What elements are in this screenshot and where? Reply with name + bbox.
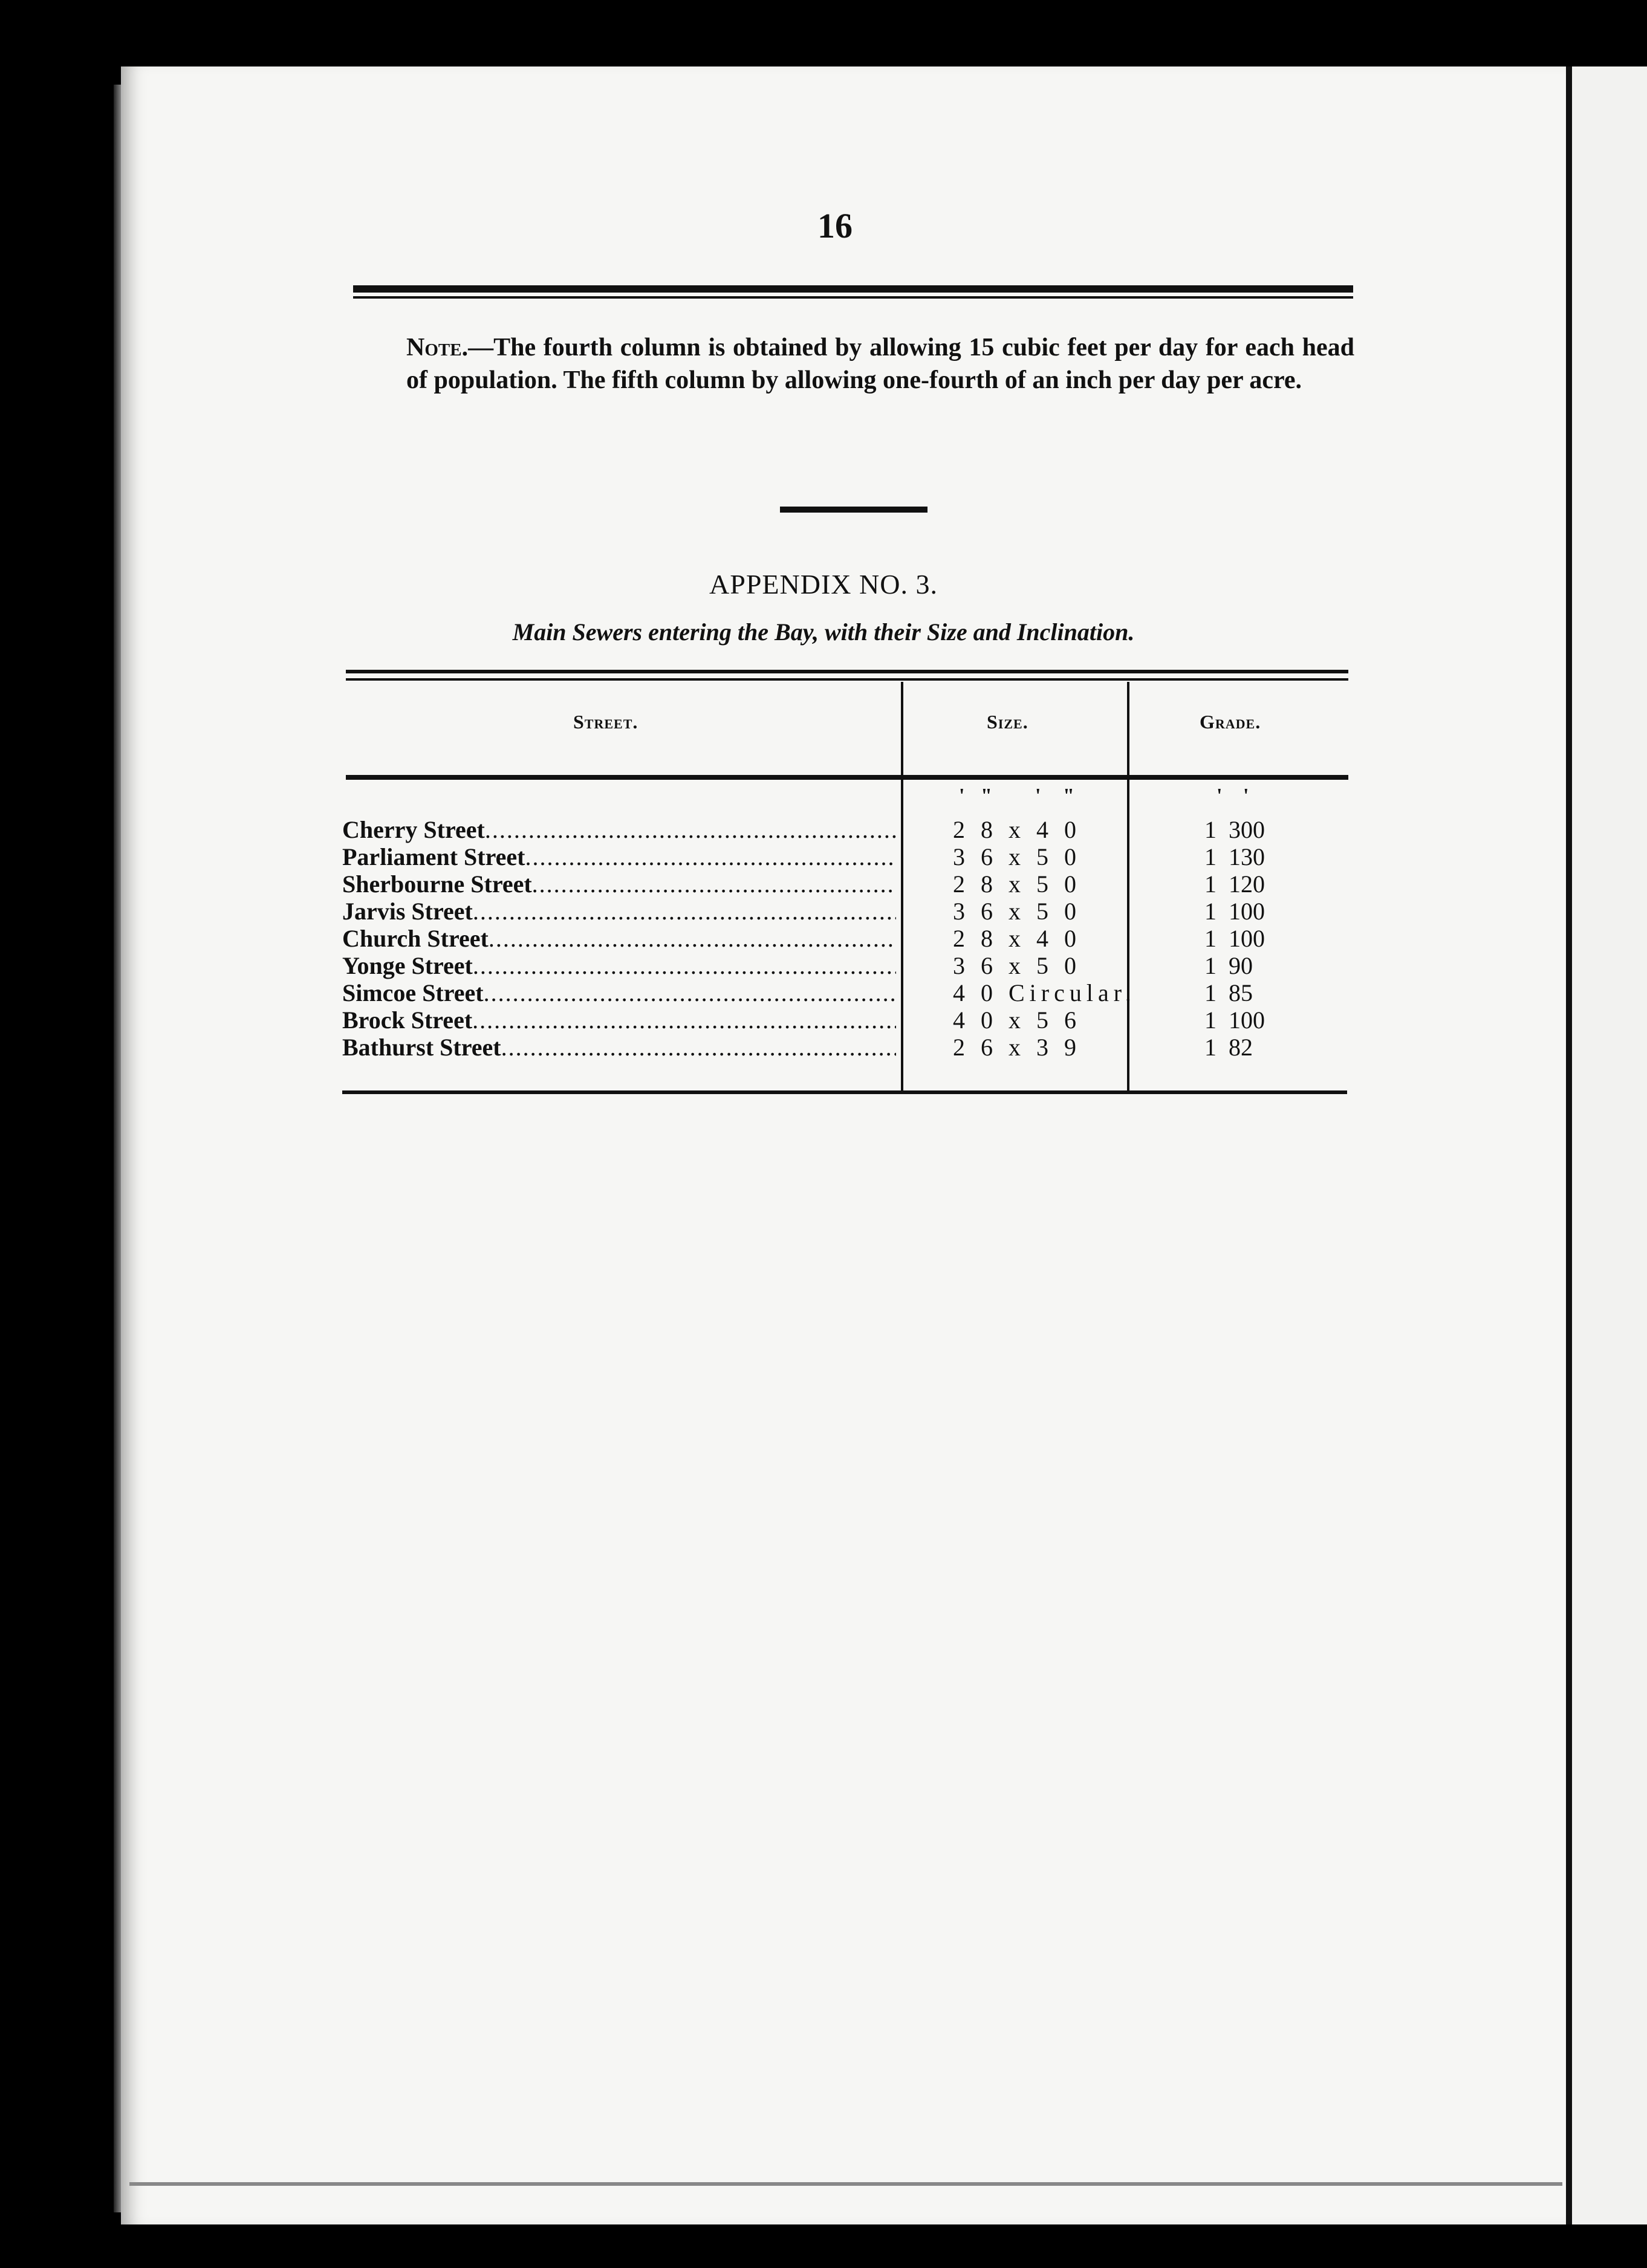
- street-name: Yonge Street .....: [342, 952, 896, 979]
- grade-run: 120: [1229, 870, 1265, 898]
- grade-run: 90: [1229, 952, 1253, 979]
- table-row: [342, 843, 1346, 870]
- street-name: Cherry Street .....: [342, 816, 896, 843]
- column-header-size: Size.: [987, 711, 1028, 733]
- street-name: Bathurst Street .....: [342, 1034, 896, 1061]
- grade-rise: 1: [1204, 843, 1217, 870]
- sewer-size: 4 0 x 5 6: [953, 1006, 1081, 1034]
- grade-run: 82: [1229, 1034, 1253, 1061]
- note-text: —The fourth column is obtained by allowing 15 cubic feet per day for each head of population. The fifth column by allowing one-fourth of an inch per day per acre.: [406, 334, 1354, 394]
- table-row: [342, 1034, 1346, 1061]
- grade-run: 85: [1229, 979, 1253, 1006]
- table-row: [342, 925, 1346, 952]
- column-header-grade: Grade.: [1200, 711, 1261, 733]
- column-header-street: Street.: [573, 711, 638, 733]
- appendix-subtitle: Main Sewers entering the Bay, with their Size and Inclination.: [512, 618, 1135, 646]
- unit-inch-mark: ": [981, 785, 992, 807]
- unit-feet-mark: ': [1217, 785, 1223, 807]
- table-row: [342, 816, 1346, 843]
- header-rule-thick: [353, 285, 1353, 293]
- unit-inch-mark: ": [1063, 785, 1074, 807]
- table-header-rule: [346, 775, 1348, 780]
- street-name: Brock Street .....: [342, 1006, 896, 1034]
- grade-rise: 1: [1204, 1006, 1217, 1034]
- grade-rise: 1: [1204, 870, 1217, 898]
- sewer-size: 3 6 x 5 0: [953, 898, 1081, 925]
- table-row: [342, 898, 1346, 925]
- note-paragraph: [406, 331, 1354, 397]
- table-top-rule: [346, 670, 1348, 673]
- street-name: Jarvis Street .....: [342, 898, 896, 925]
- street-name: Parliament Street .....: [342, 843, 896, 870]
- grade-run: 130: [1229, 843, 1265, 870]
- unit-feet-mark: ': [959, 785, 965, 807]
- header-rule-thin: [353, 296, 1353, 299]
- table-row: [342, 1006, 1346, 1034]
- unit-feet-mark: ': [1035, 785, 1041, 807]
- grade-rise: 1: [1204, 898, 1217, 925]
- appendix-title: APPENDIX NO. 3.: [709, 569, 938, 600]
- grade-run: 300: [1229, 816, 1265, 843]
- grade-rise: 1: [1204, 952, 1217, 979]
- sewer-size: 2 6 x 3 9: [953, 1034, 1081, 1061]
- grade-rise: 1: [1204, 1034, 1217, 1061]
- grade-rise: 1: [1204, 979, 1217, 1006]
- sewer-size: 2 8 x 4 0: [953, 816, 1081, 843]
- grade-rise: 1: [1204, 816, 1217, 843]
- unit-feet-mark: ': [1243, 785, 1249, 807]
- facing-page-edge: [1566, 66, 1647, 2224]
- sewer-size: 2 8 x 5 0: [953, 870, 1081, 898]
- table-top-rule-thin: [346, 678, 1348, 681]
- sewer-size: 3 6 x 5 0: [953, 843, 1081, 870]
- street-name: Church Street .....: [342, 925, 896, 952]
- page-bottom-edge: [129, 2182, 1562, 2186]
- grade-run: 100: [1229, 898, 1265, 925]
- sewer-size: 2 8 x 4 0: [953, 925, 1081, 952]
- grade-rise: 1: [1204, 925, 1217, 952]
- table-row: [342, 870, 1346, 898]
- sewer-size: 4 0 Circular.: [953, 979, 1136, 1006]
- grade-run: 100: [1229, 1006, 1265, 1034]
- page-number: 16: [817, 206, 853, 245]
- grade-run: 100: [1229, 925, 1265, 952]
- sewer-size: 3 6 x 5 0: [953, 952, 1081, 979]
- section-divider: [780, 507, 927, 513]
- table-body: [342, 816, 1346, 1061]
- note-label: Note.: [406, 334, 469, 361]
- street-name: Simcoe Street .....: [342, 979, 896, 1006]
- table-row: [342, 979, 1346, 1006]
- table-row: [342, 952, 1346, 979]
- table-bottom-rule: [342, 1090, 1347, 1094]
- street-name: Sherbourne Street .....: [342, 870, 896, 898]
